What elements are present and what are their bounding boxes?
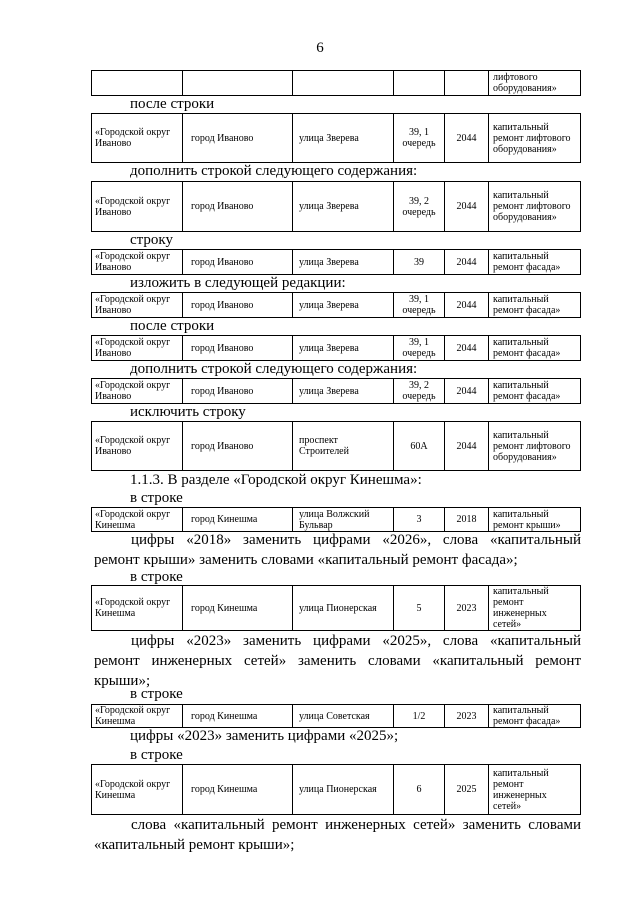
register-table-row <box>91 378 581 404</box>
work-type-cell: капитальный ремонт фасада» <box>489 705 581 728</box>
year-cell: 2025 <box>445 765 489 815</box>
year-cell: 2044 <box>445 182 489 232</box>
instruction-edit: изложить в следующей редакции: <box>130 275 346 291</box>
street-cell: улица Пионерская <box>293 765 394 815</box>
register-table-row <box>91 181 581 232</box>
house-cell: 1/2 <box>394 705 445 728</box>
settlement-cell: город Кинешма <box>183 508 293 532</box>
register-table-row <box>91 70 581 96</box>
work-type-cell: лифтового оборудования» <box>489 71 581 96</box>
municipality-cell: «Городской округ Иваново <box>92 336 183 361</box>
year-cell: 2044 <box>445 336 489 361</box>
house-cell: 39, 1 очередь <box>394 114 445 163</box>
work-type-cell: капитальный ремонт фасада» <box>489 293 581 318</box>
municipality-cell: «Городской округ Иваново <box>92 379 183 404</box>
municipality-cell: «Городской округ Иваново <box>92 114 183 163</box>
house-cell: 39, 1 очередь <box>394 293 445 318</box>
house-cell: 60А <box>394 422 445 471</box>
instruction-row: строку <box>130 232 173 248</box>
house-cell: 39, 1 очередь <box>394 336 445 361</box>
house-cell: 3 <box>394 508 445 532</box>
street-cell: улица Пионерская <box>293 586 394 631</box>
page-number: 6 <box>316 40 324 56</box>
year-cell: 2044 <box>445 379 489 404</box>
instruction-add-row: дополнить строкой следующего содержания: <box>130 163 418 179</box>
instruction-in-row: в строке <box>130 490 183 506</box>
register-table-row <box>91 421 581 471</box>
municipality-cell: «Городской округ Кинешма <box>92 586 183 631</box>
instruction-in-row: в строке <box>130 569 183 585</box>
municipality-cell: «Городской округ Кинешма <box>92 508 183 532</box>
amendment-paragraph: слова «капитальный ремонт инженерных сетей» заменить словами «капитальный ремонт крыши»; <box>94 817 581 853</box>
street-cell: улица Волжский Бульвар <box>293 508 394 532</box>
register-table-row <box>91 764 581 815</box>
work-type-cell: капитальный ремонт крыши» <box>489 508 581 532</box>
register-table-row <box>91 292 581 318</box>
house-cell: 39 <box>394 250 445 275</box>
work-type-cell: капитальный ремонт лифтового оборудования» <box>489 422 581 471</box>
work-type-cell: капитальный ремонт инженерных сетей» <box>489 765 581 815</box>
register-table-row <box>91 585 581 631</box>
street-cell: улица Зверева <box>293 336 394 361</box>
settlement-cell: город Кинешма <box>183 765 293 815</box>
work-type-cell: капитальный ремонт фасада» <box>489 336 581 361</box>
settlement-cell <box>183 71 293 96</box>
year-cell <box>445 71 489 96</box>
street-cell <box>293 71 394 96</box>
municipality-cell: «Городской округ Иваново <box>92 250 183 275</box>
work-type-cell: капитальный ремонт фасада» <box>489 250 581 275</box>
settlement-cell: город Иваново <box>183 182 293 232</box>
section-heading: 1.1.3. В разделе «Городской округ Кинешма»: <box>130 472 422 488</box>
instruction-add-row: дополнить строкой следующего содержания: <box>130 361 418 377</box>
register-table-row <box>91 249 581 275</box>
house-cell <box>394 71 445 96</box>
settlement-cell: город Иваново <box>183 379 293 404</box>
work-type-cell: капитальный ремонт лифтового оборудования» <box>489 114 581 163</box>
street-cell: улица Советская <box>293 705 394 728</box>
municipality-cell: «Городской округ Кинешма <box>92 705 183 728</box>
municipality-cell <box>92 71 183 96</box>
amendment-paragraph: цифры «2018» заменить цифрами «2026», слова «капитальный ремонт крыши» заменить словами «капитальный ремонт фасада»; <box>94 532 581 568</box>
house-cell: 5 <box>394 586 445 631</box>
year-cell: 2018 <box>445 508 489 532</box>
year-cell: 2044 <box>445 250 489 275</box>
settlement-cell: город Иваново <box>183 250 293 275</box>
year-cell: 2023 <box>445 705 489 728</box>
street-cell: улица Зверева <box>293 250 394 275</box>
instruction-in-row: в строке <box>130 686 183 702</box>
instruction-exclude-row: исключить строку <box>130 404 246 420</box>
year-cell: 2044 <box>445 422 489 471</box>
work-type-cell: капитальный ремонт фасада» <box>489 379 581 404</box>
settlement-cell: город Кинешма <box>183 586 293 631</box>
register-table-row <box>91 113 581 163</box>
instruction-after-row: после строки <box>130 318 215 334</box>
work-type-cell: капитальный ремонт лифтового оборудования» <box>489 182 581 232</box>
municipality-cell: «Городской округ Иваново <box>92 182 183 232</box>
year-cell: 2044 <box>445 114 489 163</box>
municipality-cell: «Городской округ Кинешма <box>92 765 183 815</box>
street-cell: улица Зверева <box>293 114 394 163</box>
amendment-paragraph: цифры «2023» заменить цифрами «2025»; <box>130 728 399 744</box>
street-cell: улица Зверева <box>293 293 394 318</box>
house-cell: 6 <box>394 765 445 815</box>
settlement-cell: город Иваново <box>183 422 293 471</box>
street-cell: проспект Строителей <box>293 422 394 471</box>
settlement-cell: город Иваново <box>183 293 293 318</box>
year-cell: 2023 <box>445 586 489 631</box>
street-cell: улица Зверева <box>293 182 394 232</box>
settlement-cell: город Иваново <box>183 336 293 361</box>
settlement-cell: город Кинешма <box>183 705 293 728</box>
municipality-cell: «Городской округ Иваново <box>92 293 183 318</box>
register-table-row <box>91 335 581 361</box>
year-cell: 2044 <box>445 293 489 318</box>
instruction-in-row: в строке <box>130 747 183 763</box>
instruction-after-row: после строки <box>130 96 215 112</box>
amendment-paragraph: цифры «2023» заменить цифрами «2025», слова «капитальный ремонт инженерных сетей» заменить словами «капитальный ремонт крыши»; <box>94 633 581 689</box>
house-cell: 39, 2 очередь <box>394 379 445 404</box>
register-table-row <box>91 507 581 532</box>
work-type-cell: капитальный ремонт инженерных сетей» <box>489 586 581 631</box>
street-cell: улица Зверева <box>293 379 394 404</box>
municipality-cell: «Городской округ Иваново <box>92 422 183 471</box>
house-cell: 39, 2 очередь <box>394 182 445 232</box>
settlement-cell: город Иваново <box>183 114 293 163</box>
register-table-row <box>91 704 581 728</box>
